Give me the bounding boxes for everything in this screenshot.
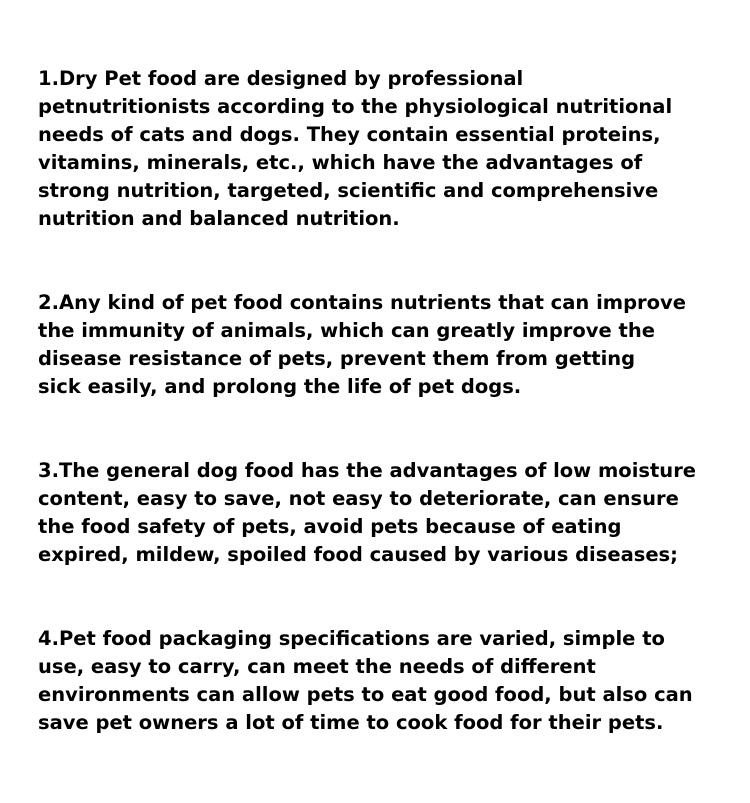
paragraph-dog-food-advantages [38,457,728,569]
paragraph-line: 3.The general dog food has the advantages of low moisture [38,459,697,482]
paragraph-line: petnutritionists according to the physiological nutritional [38,95,673,118]
paragraph-line: 2.Any kind of pet food contains nutrients that can improve [38,291,686,314]
paragraph-packaging [38,625,728,737]
paragraph-line: the food safety of pets, avoid pets because of eating [38,515,622,538]
paragraph-line: save pet owners a lot of time to cook food for their pets. [38,711,664,734]
paragraph-line: needs of cats and dogs. They contain essential proteins, [38,123,661,146]
paragraph-line: disease resistance of pets, prevent them from getting [38,347,636,370]
paragraph-immunity [38,289,728,401]
paragraph-line: strong nutrition, targeted, scientific and comprehensive [38,179,659,202]
paragraph-line: vitamins, minerals, etc., which have the advantages of [38,151,643,174]
paragraph-line: expired, mildew, spoiled food caused by various diseases; [38,543,678,566]
paragraph-line: content, easy to save, not easy to deteriorate, can ensure [38,487,679,510]
paragraph-line: 4.Pet food packaging specifications are varied, simple to [38,627,665,650]
paragraph-line: 1.Dry Pet food are designed by professional [38,67,524,90]
paragraph-line: nutrition and balanced nutrition. [38,207,400,230]
paragraph-dry-pet-food [38,65,728,233]
paragraph-line: use, easy to carry, can meet the needs of different [38,655,596,678]
paragraph-line: the immunity of animals, which can greatly improve the [38,319,655,342]
paragraph-line: sick easily, and prolong the life of pet dogs. [38,375,522,398]
paragraph-line: environments can allow pets to eat good food, but also can [38,683,693,706]
